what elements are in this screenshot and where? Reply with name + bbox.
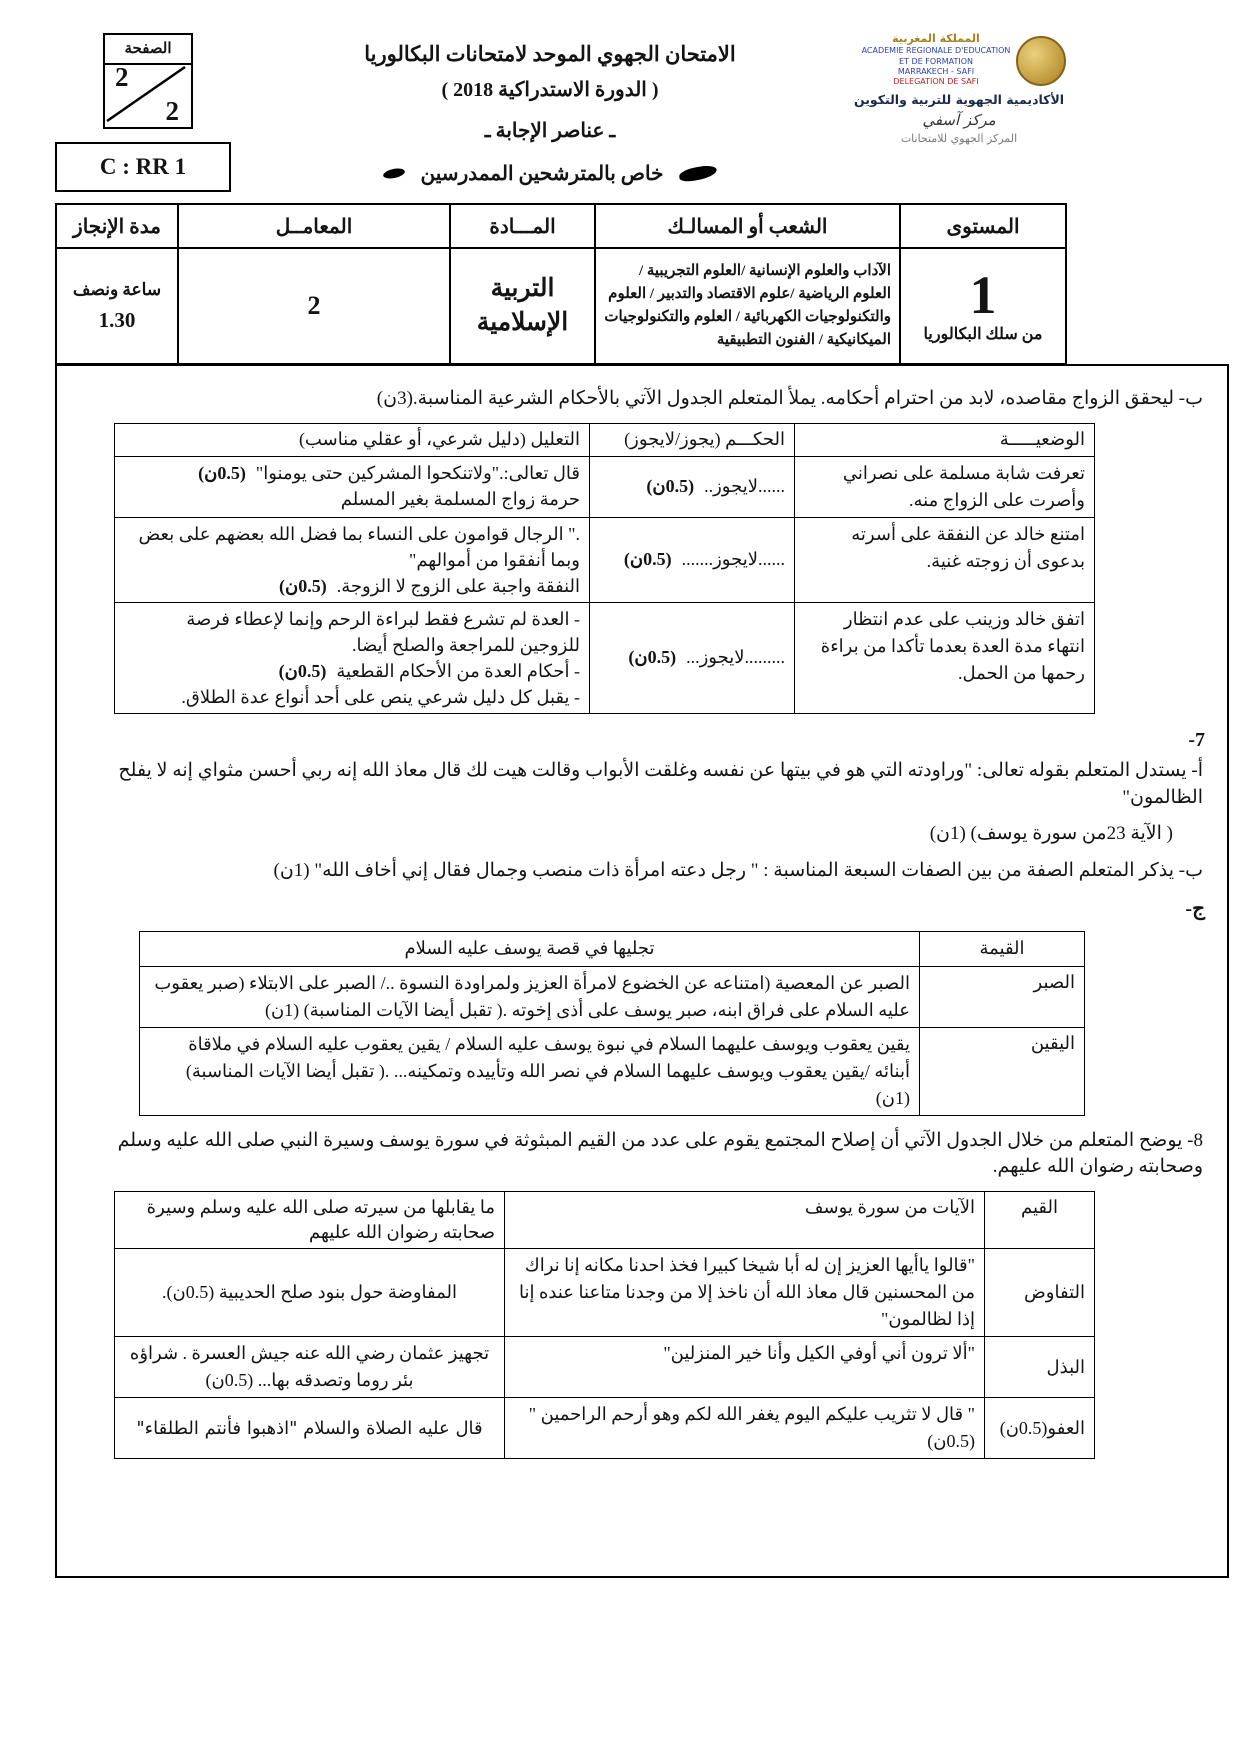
seerah-column-header: ما يقابلها من سيرته صلى الله عليه وسلم وسيرة صحابته رضوان الله عليهم — [115, 1191, 505, 1248]
exam-title: الامتحان الجهوي الموحد لامتحانات البكالوريا — [364, 42, 736, 66]
situation-cell: امتنع خالد عن النفقة على أسرته بدعوى أن زوجته غنية. — [795, 517, 1095, 602]
coefficient-cell: 2 — [178, 248, 450, 364]
question-7-number: -7 — [1188, 729, 1205, 752]
coefficient-header: المعامــل — [178, 204, 450, 248]
logo-academy-fr-line: ACADEMIE REGIONALE D'EDUCATION ET DE FORMATION — [861, 46, 1011, 66]
justification-score: (0.5ن) — [198, 462, 246, 483]
justification-text: - العدة لم تشرع فقط لبراءة الرحم وإنما لإعطاء فرصة للزوجين للمراجعة والصلح أيضا. — [186, 608, 580, 655]
question-7b-answer: ب- يذكر المتعلم الصفة من بين الصفات السبعة المناسبة : " رجل دعته امرأة ذات منصب وجمال فقال إني أخاف الله" (1ن) — [273, 860, 1203, 882]
table-row — [115, 517, 1095, 602]
question-7c-letter: -ج — [1185, 897, 1205, 920]
logo-text-lines — [860, 32, 1012, 88]
question-7a-reference: ( الآية 23من سورة يوسف) (1ن) — [929, 823, 1173, 845]
justification-line — [124, 486, 580, 512]
situation-header: الوضعيـــــة — [795, 423, 1095, 456]
comparison-header-row — [115, 1191, 1095, 1248]
justification-text: حرمة زواج المسلمة بغير المسلم — [340, 488, 580, 509]
ruling-header: الحكـــم (يجوز/لايجوز) — [590, 423, 795, 456]
streams-cell: الآداب والعلوم الإنسانية /العلوم التجريبية / العلوم الرياضية /علوم الاقتصاد والتدبير / العلوم والتكنولوجيات الكهربائية / العلوم والتكنولوجيات الميكانيكية / الفنون التطبيقية — [595, 248, 900, 364]
justification-line — [124, 573, 580, 599]
table-row — [115, 602, 1095, 713]
level-text: من سلك البكالوريا — [923, 326, 1043, 343]
page-number-box — [103, 33, 193, 129]
question-8-intro: 8- يوضح المتعلم من خلال الجدول الآتي أن إصلاح المجتمع يقوم على عدد من القيم المبثوثة في سورة يوسف وسيرة النبي صلى الله عليه وسلم وصحابته رضوان الله عليهم. — [117, 1129, 1203, 1178]
justification-text: - يقبل كل دليل شرعي ينص على أحد أنواع عدة الطلاق. — [181, 687, 580, 708]
justification-cell — [115, 517, 590, 602]
exam-titles — [250, 42, 850, 186]
marriage-rulings-table — [114, 423, 1095, 715]
verse-cell: "ألا ترون أني أوفي الكيل وأنا خير المنزلين" — [505, 1337, 985, 1398]
verse-cell: " قال لا تثريب عليكم اليوم يغفر الله لكم وهو أرحم الراحمين " (0.5ن) — [505, 1398, 985, 1459]
value-cell: العفو(0.5ن) — [985, 1398, 1095, 1459]
justification-header: التعليل (دليل شرعي، أو عقلي مناسب) — [115, 423, 590, 456]
ruling-text: ......لايجوز....... — [681, 549, 785, 570]
seerah-cell: تجهيز عثمان رضي الله عنه جيش العسرة . شراؤه بئر روما وتصدقه بها... (0.5ن) — [115, 1337, 505, 1398]
logo-kingdom-line: المملكة المغربية — [892, 32, 980, 45]
ruling-cell — [590, 456, 795, 517]
justification-text: النفقة واجبة على الزوج لا الزوجة. — [336, 575, 580, 596]
table-row — [140, 1027, 1085, 1115]
table-row — [115, 456, 1095, 517]
manifestation-cell: الصبر عن المعصية (امتناعه عن الخضوع لامرأة العزيز ولمراودة النسوة ../ الصبر على الابتلاء (صبر يعقوب عليه السلام على فراق ابنه، صبر يوسف على أذى إخوته .( تقبل أيضا الآيات المناسبة) (1ن) — [140, 966, 920, 1027]
justification-text: ." الرجال قوامون على النساء بما فضل الله بعضهم على بعض وبما أنفقوا من أموالهم" — [138, 523, 580, 570]
candidates-note: خاص بالمترشحين الممدرسين — [420, 163, 664, 185]
page-fraction — [105, 62, 191, 126]
left-ornament-icon — [679, 164, 719, 183]
ruling-score: (0.5ن) — [623, 549, 672, 570]
question-7a-answer: أ- يستدل المتعلم بقوله تعالى: "وراودته التي هو في بيتها عن نفسه وغلقت الأبواب وقالت هيت لك قال معاذ الله إنه ربي أحسن مثواي إنه لا يفلح الظالمون" — [118, 760, 1203, 808]
values-column-header: القيم — [985, 1191, 1095, 1248]
logo-delegation-line: DELEGATION DE SAFI — [893, 77, 979, 87]
table-row — [115, 1398, 1095, 1459]
values-table — [139, 931, 1085, 1116]
level-number: 1 — [969, 265, 997, 325]
table-row — [115, 1249, 1095, 1337]
ruling-score: (0.5ن) — [646, 476, 695, 496]
level-cell — [900, 248, 1066, 364]
ministry-logo — [850, 32, 1068, 200]
page-total: 2 — [165, 96, 179, 126]
answer-elements-subtitle: ـ عناصر الإجابة ـ — [484, 120, 616, 142]
logo-exam-center-line: المركز الجهوي للامتحانات — [900, 132, 1018, 146]
question-b-intro: ب- ليحقق الزواج مقاصده، لابد من احترام أحكامه. يملأ المتعلم الجدول الآتي بالأحكام الشرعية المناسبة.(3ن) — [376, 388, 1203, 409]
table-row — [140, 966, 1085, 1027]
justification-text: قال تعالى:."ولاتنكحوا المشركين حتى يومنوا" — [255, 462, 580, 483]
value-cell: التفاوض — [985, 1249, 1095, 1337]
page-current: 2 — [115, 62, 129, 92]
ruling-text: .........لايجوز... — [686, 647, 785, 668]
seerah-cell: قال عليه الصلاة والسلام "اذهبوا فأنتم الطلقاء" — [115, 1398, 505, 1459]
values-header-row — [140, 931, 1085, 966]
verses-column-header: الآيات من سورة يوسف — [505, 1191, 985, 1248]
logo-region-fr-line: MARRAKECH - SAFI — [897, 67, 975, 77]
duration-cell — [56, 248, 178, 364]
duration-header: مدة الإنجاز — [56, 204, 178, 248]
info-value-row — [56, 248, 1066, 364]
exam-info-table — [55, 203, 1067, 365]
value-cell: البذل — [985, 1337, 1095, 1398]
ruling-text: ......لايجوز.. — [704, 476, 785, 496]
justification-line — [124, 658, 580, 684]
right-ornament-icon — [382, 167, 405, 180]
justification-score: (0.5ن) — [279, 575, 327, 596]
gold-seal-icon — [1016, 36, 1066, 86]
subject-header: المـــادة — [450, 204, 595, 248]
streams-header: الشعب أو المسالـك — [595, 204, 900, 248]
justification-line — [124, 521, 580, 573]
ruling-cell — [590, 602, 795, 713]
justification-score: (0.5ن) — [278, 661, 327, 682]
duration-value: 1.30 — [98, 307, 136, 332]
duration-text: ساعة ونصف — [72, 279, 162, 299]
exam-session: ( الدورة الاستدراكية 2018 ) — [441, 79, 659, 101]
justification-line — [124, 684, 580, 710]
info-header-row — [56, 204, 1066, 248]
justification-text: - أحكام العدة من الأحكام القطعية — [336, 661, 580, 682]
manifestation-cell: يقين يعقوب ويوسف عليهما السلام في نبوة يوسف عليه السلام / يقين يعقوب عليه السلام في ملاقاة أبنائه /يقين يعقوب ويوسف عليهما السلام في نصر الله وتأييده وتمكينه... .( تقبل أيضا الآيات المناسبة) (1ن) — [140, 1027, 920, 1115]
ruling-cell — [590, 517, 795, 602]
justification-line — [124, 606, 580, 658]
table-row — [115, 1337, 1095, 1398]
page-box-label: الصفحة — [105, 35, 191, 65]
marriage-header-row — [115, 423, 1095, 456]
candidates-note-row — [250, 161, 850, 186]
exam-code-box: C : RR 1 — [55, 142, 231, 192]
value-header: القيمة — [920, 931, 1085, 966]
logo-center-line: مركز آسفي — [922, 111, 996, 130]
situation-cell: اتفق خالد وزينب على عدم انتظار انتهاء مدة العدة بعدما تأكدا من براءة رحمها من الحمل. — [795, 602, 1095, 713]
ruling-score: (0.5ن) — [628, 647, 677, 668]
answers-box — [55, 364, 1229, 1578]
justification-cell — [115, 602, 590, 713]
seerah-cell: المفاوضة حول بنود صلح الحديبية (0.5ن). — [115, 1249, 505, 1337]
verse-cell: "قالوا ياأيها العزيز إن له أبا شيخا كبيرا فخذ احدنا مكانه إنا نراك من المحسنين قال معاذ الله أن ناخذ إلا من وجدنا متاعنا عنده إنا إذا لظالمون" — [505, 1249, 985, 1337]
subject-cell: التربية الإسلامية — [450, 248, 595, 364]
logo-academy-ar-line: الأكاديمية الجهوية للتربية والتكوين — [853, 91, 1065, 107]
value-cell: الصبر — [920, 966, 1085, 1027]
level-header: المستوى — [900, 204, 1066, 248]
manifestation-header: تجليها في قصة يوسف عليه السلام — [140, 931, 920, 966]
comparison-table — [114, 1191, 1095, 1459]
value-cell: اليقين — [920, 1027, 1085, 1115]
justification-line — [124, 460, 580, 486]
question-7c-label — [77, 895, 1205, 923]
justification-cell — [115, 456, 590, 517]
question-7-label — [77, 726, 1205, 754]
situation-cell: تعرفت شابة مسلمة على نصراني وأصرت على الزواج منه. — [795, 456, 1095, 517]
